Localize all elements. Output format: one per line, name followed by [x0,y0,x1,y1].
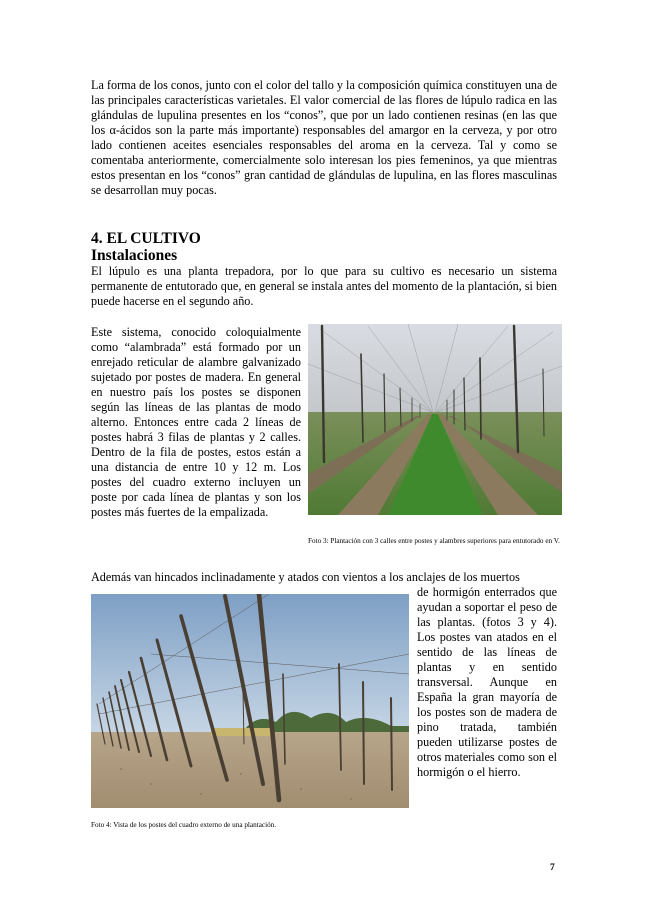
photo-outer-poles [91,594,409,808]
poles-materials-paragraph: de hormigón enterrados que ayudan a soportar el peso de las plantas. (fotos 3 y 4). Los postes van atados en el sentido de las líneas de plantas y en sentido transversal. Aunque en España la gran mayoría de los postes son de madera de pino tratada, también pueden utilizarse postes de otros materiales como son el hormigón o el hierro. [417,585,557,779]
trellis-paragraph: Este sistema, conocido coloquialmente como “alambrada” está formado por un enrejado reticular de alambre galvanizado sujetado por postes de madera. En general en nuestro país los postes se disponen según las líneas de las plantas de modo alterno. Entonces entre cada 2 líneas de postes habrá 3 filas de plantas y 2 calles. Dentro de la fila de postes, estos están a una distancia de entre 10 y 12 m. Los postes del cuadro externo incluyen un poste por cada línea de plantas y son los postes más fuertes de la empalizada. [91,325,301,519]
anchoring-paragraph: Además van hincados inclinadamente y atados con vientos a los anclajes de los muertos [91,570,520,584]
photo-plantation-rows [308,324,562,515]
page-number: 7 [550,863,555,873]
subsection-heading: Instalaciones [91,247,178,264]
intro-paragraph: La forma de los conos, junto con el color del tallo y la composición química constituyen una de las principales características varietales. El valor comercial de las flores de lúpulo radica en las glándulas de lupulina presentes en los “conos”, que por un lado contienen resinas (en las que los α-ácidos son la parte más importante) responsables del amargor en la cerveza, y por otro lado contienen aceites esenciales responsables del aroma en la cerveza. Tal y como se comentaba anteriormente, comercialmente solo interesan los pies femeninos, ya que mientras estos presentan en los “conos” gran cantidad de glándulas de lupulina, en las flores masculinas se desarrollan muy pocas. [91,78,557,197]
section-heading: 4. EL CULTIVO [91,230,201,247]
photo4-caption: Foto 4: Vista de los postes del cuadro externo de una plantación. [91,821,277,829]
photo3-caption: Foto 3: Plantación con 3 calles entre postes y alambres superiores para entutorado en V. [308,537,560,545]
cultivation-paragraph: El lúpulo es una planta trepadora, por lo que para su cultivo es necesario un sistema permanente de entutorado que, en general se instala antes del momento de la plantación, si bien puede hacerse en el segundo año. [91,264,557,308]
